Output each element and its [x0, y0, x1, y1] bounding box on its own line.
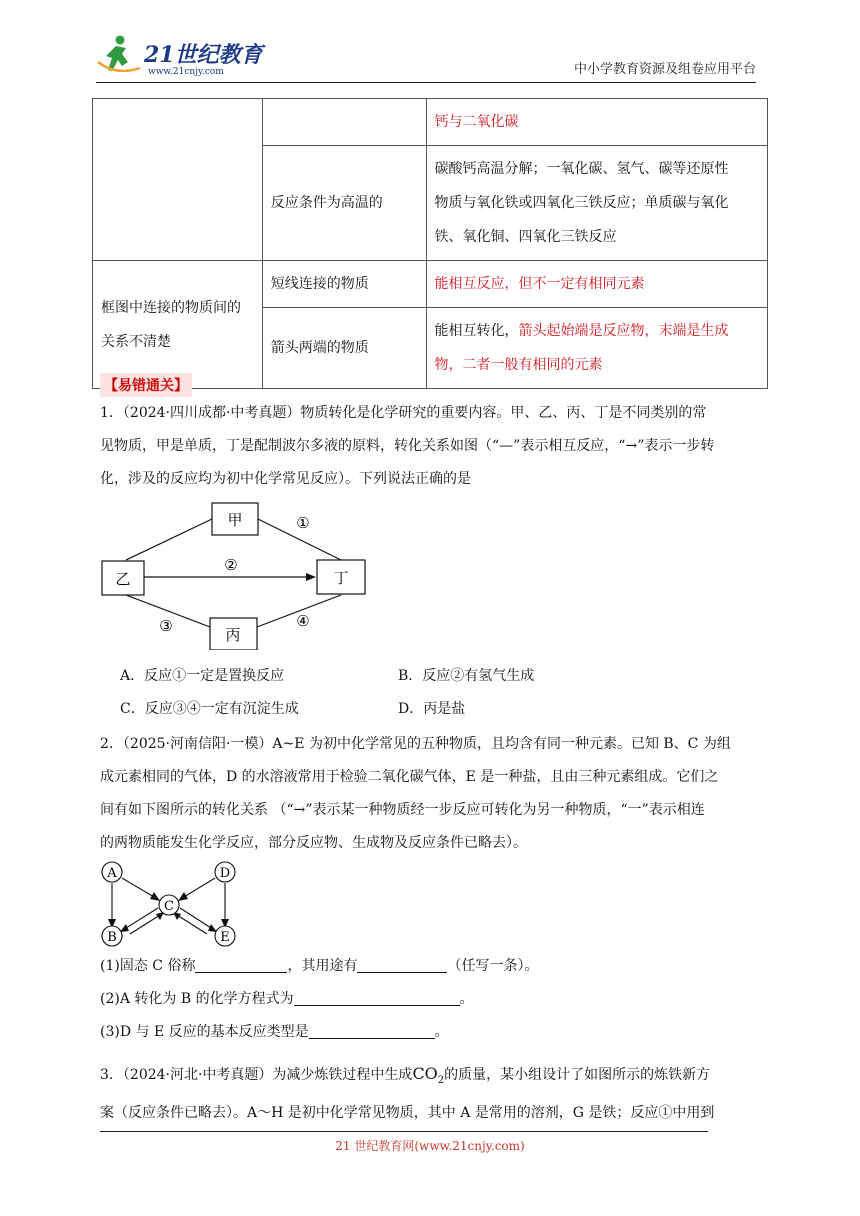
text-line: 1．（2024·四川成都·中考真题）物质转化是化学研究的重要内容。甲、乙、丙、丁是不同类别的常	[100, 405, 707, 421]
text-line: 见物质，甲是单质，丁是配制波尔多液的原料，转化关系如图（“—”表示相互反应，“→”表示一步转	[100, 438, 715, 454]
q1-option-a[interactable]: A．反应①一定是置换反应	[120, 668, 285, 684]
section-tag: 【易错通关】	[100, 373, 192, 397]
logo-url: www.21cnjy.com	[148, 67, 224, 77]
text-line: 案（反应条件已略去）。A～H 是初中化学常见物质，其中 A 是常用的溶剂，G 是铁；反应①中用到	[100, 1104, 715, 1121]
q2-sub2: (2)A 转化为 B 的化学方程式为 。	[100, 991, 474, 1007]
table-cell: 反应条件为高温的	[262, 146, 426, 261]
label-jia: 甲	[227, 511, 243, 529]
footer-text: 21 世纪教育网(www.21cnjy.com)	[335, 1139, 525, 1153]
cell-line: 铁、氧化铜、四氧化三铁反应	[434, 229, 617, 245]
label-b: B	[107, 930, 117, 945]
text-line: 3．（2024·河北·中考真题）为减少炼铁过程中生成$CO_2$的质量，某小组设计了如图所示的炼铁新方	[100, 1064, 711, 1086]
label-e: E	[220, 930, 230, 945]
table-cell	[262, 99, 426, 146]
arrow-head	[306, 573, 316, 581]
footer-divider	[100, 1131, 708, 1132]
question-1-text	[100, 397, 768, 496]
logo-text: 21世纪教育	[144, 42, 263, 68]
table-cell	[93, 261, 263, 389]
cell-line: 关系不清楚	[101, 333, 171, 350]
answer-blank[interactable]	[294, 989, 460, 1006]
site-logo	[96, 32, 266, 78]
q2-sub3: (3)D 与 E 反应的基本反应类型是 。	[100, 1024, 449, 1040]
runner-icon	[98, 36, 140, 72]
table-row	[93, 99, 768, 146]
label-c: C	[164, 899, 174, 914]
label-n1: ①	[296, 514, 310, 532]
text-line: 化，涉及的反应均为初中化学常见反应）。下列说法正确的是	[100, 471, 471, 487]
q1-option-c[interactable]: C．反应③④一定有沉淀生成	[120, 701, 299, 717]
platform-name: 中小学教育资源及组卷应用平台	[573, 62, 756, 77]
cell-line: 碳酸钙高温分解；一氧化碳、氢气、碳等还原性	[434, 161, 729, 177]
label-ding: 丁	[333, 569, 349, 587]
header-divider	[96, 82, 756, 83]
cell-line: 框图中连接的物质间的	[101, 299, 241, 316]
cell-text-red: 箭头起始端是反应物，末端是生成	[518, 323, 729, 339]
table-cell: 短线连接的物质	[262, 261, 426, 308]
label-n3: ③	[159, 617, 173, 635]
question-2-text	[100, 728, 768, 860]
label-a: A	[107, 866, 117, 881]
table-cell	[93, 99, 263, 261]
error-summary-table	[92, 98, 768, 389]
label-n4: ④	[296, 612, 310, 630]
table-cell	[426, 308, 767, 389]
text-line: 间有如下图所示的转化关系 （“→”表示某一种物质经一步反应可转化为另一种物质，“一”表示相连	[100, 802, 705, 818]
label-bing: 丙	[225, 626, 241, 644]
answer-blank[interactable]	[195, 956, 287, 973]
answer-blank[interactable]	[357, 956, 447, 973]
q1-diagram	[96, 500, 376, 650]
table-cell: 箭头两端的物质	[262, 308, 426, 389]
label-n2: ②	[224, 556, 238, 574]
q2-diagram	[98, 858, 243, 950]
label-yi: 乙	[115, 570, 131, 588]
answer-blank[interactable]	[309, 1022, 435, 1039]
table-cell	[426, 146, 767, 261]
table-cell: 能相互反应，但不一定有相同元素	[426, 261, 767, 308]
text-line: 的两物质能发生化学反应，部分反应物、生成物及反应条件已略去）。	[100, 835, 527, 851]
cell-line: 物质与氧化铁或四氧化三铁反应；单质碳与氧化	[434, 195, 729, 211]
q1-option-b[interactable]: B．反应②有氢气生成	[398, 668, 535, 684]
link-yi-jia	[126, 519, 212, 560]
question-3-text	[100, 1057, 768, 1130]
text-line: 2．（2025·河南信阳·一模）A~E 为初中化学常见的五种物质，且均含有同一种元素。已知 B、C 为组	[100, 736, 731, 752]
text-line: 成元素相同的气体，D 的水溶液常用于检验二氧化碳气体，E 是一种盐，且由三种元素组成。它们之	[100, 769, 719, 785]
q1-option-d[interactable]: D．丙是盐	[398, 701, 466, 717]
table-cell: 钙与二氧化碳	[426, 99, 767, 146]
cell-text: 能相互转化，	[434, 323, 519, 339]
co2-formula: CO	[412, 1064, 438, 1083]
cell-text-red: 物，二者一般有相同的元素	[434, 357, 603, 373]
table-row	[93, 261, 768, 308]
label-d: D	[219, 866, 231, 881]
q2-sub1: (1)固态 C 俗称 ，其用途有 （任写一条）。	[100, 958, 539, 974]
